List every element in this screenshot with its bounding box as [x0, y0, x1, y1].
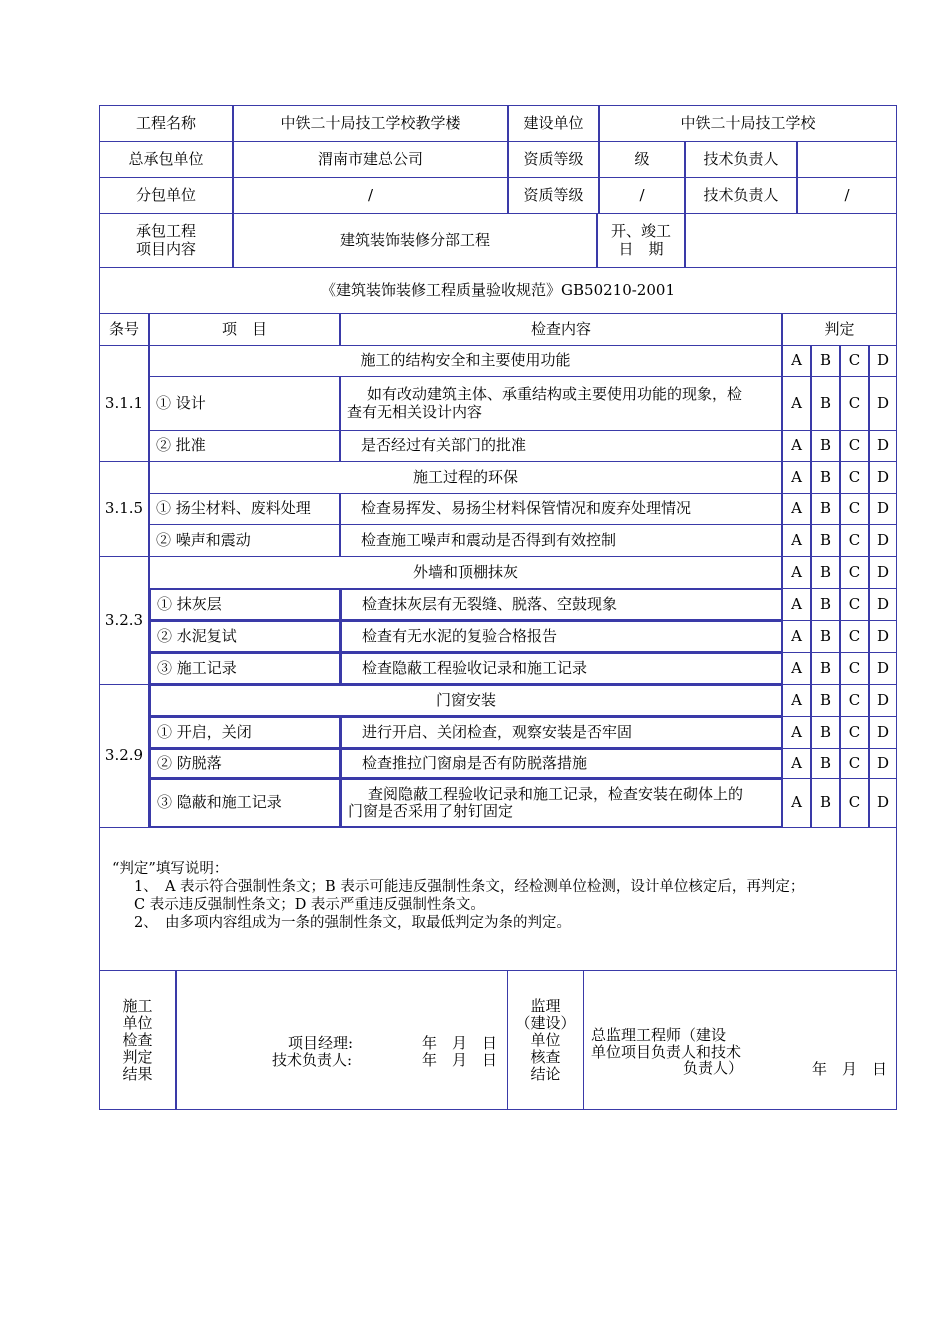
content-cell: 检查易挥发、易扬尘材料保管情况和废弃处理情况: [340, 493, 782, 525]
grade-a: A: [782, 524, 811, 557]
grade-a: A: [782, 748, 811, 779]
item-cell: ③ 施工记录: [149, 652, 341, 685]
grade-b: B: [811, 652, 840, 685]
content-cell: 检查隐蔽工程验收记录和施工记录: [340, 652, 783, 685]
grade-a: A: [782, 556, 811, 589]
item-cell: ① 设计: [149, 376, 340, 431]
construction-result-label: [99, 970, 176, 1110]
date-value: [685, 213, 897, 268]
supervisor-label-1: 监理: [530, 996, 561, 1015]
clause-cell: 3.2.3: [99, 556, 149, 685]
sub-value: /: [233, 177, 508, 214]
construction-label-4: 判定: [122, 1047, 153, 1066]
grade-b: B: [811, 556, 840, 589]
grade-d: D: [869, 620, 897, 653]
grade-d: D: [869, 716, 897, 749]
col-clause: 条号: [99, 313, 149, 346]
grade-b: B: [811, 376, 840, 431]
grade-c: C: [840, 376, 869, 431]
item-cell: ② 防脱落: [149, 748, 341, 779]
sub-tech-value: /: [797, 177, 897, 214]
grade-b: B: [811, 748, 840, 779]
grade-c: C: [840, 493, 869, 525]
date-label-line-2: 日 期: [618, 239, 664, 258]
content-line-2: 门窗是否采用了射钉固定: [348, 802, 514, 820]
grade-b: B: [811, 493, 840, 525]
chief-line-2: 单位项目负责人和技术: [591, 1043, 742, 1061]
chief-date: 年 月 日: [812, 1060, 888, 1078]
grade-c: C: [840, 748, 869, 779]
item-cell: ② 批准: [149, 430, 340, 462]
section-title: 外墙和顶棚抹灰: [149, 556, 782, 589]
grade-a: A: [782, 716, 811, 749]
grade-c: C: [840, 524, 869, 557]
grade-a: A: [782, 684, 811, 717]
sub-tech-label: 技术负责人: [685, 177, 797, 214]
grade-a: A: [782, 588, 811, 621]
construction-label-3: 检查: [122, 1030, 153, 1049]
col-item: 项 目: [149, 313, 340, 346]
gc-qual-label: 资质等级: [508, 141, 599, 178]
grade-d: D: [869, 588, 897, 621]
gc-label: 总承包单位: [99, 141, 233, 178]
grade-d: D: [869, 430, 897, 462]
grade-d: D: [869, 748, 897, 779]
grade-c: C: [840, 461, 869, 494]
grade-b: B: [811, 524, 840, 557]
grade-a: A: [782, 778, 811, 828]
notes-title: “判定”填写说明：: [112, 861, 229, 877]
grade-a: A: [782, 376, 811, 431]
sub-label: 分包单位: [99, 177, 233, 214]
content-line-1: 查阅隐蔽工程验收记录和施工记录，检查安装在砌体上的: [368, 784, 744, 803]
item-cell: ② 水泥复试: [149, 620, 341, 653]
tech-date: 年 月 日: [422, 1051, 498, 1069]
grade-b: B: [811, 620, 840, 653]
content-cell: 是否经过有关部门的批准: [340, 430, 782, 462]
grade-d: D: [869, 345, 897, 377]
grade-c: C: [840, 556, 869, 589]
grade-b: B: [811, 778, 840, 828]
grade-d: D: [869, 493, 897, 525]
gc-value: 渭南市建总公司: [233, 141, 508, 178]
grade-c: C: [840, 684, 869, 717]
item-cell: ① 开启，关闭: [149, 716, 341, 749]
grade-d: D: [869, 376, 897, 431]
supervisor-label-2: （建设）: [515, 1013, 576, 1032]
grade-b: B: [811, 345, 840, 377]
builder-label: 建设单位: [508, 105, 599, 142]
grade-c: C: [840, 652, 869, 685]
grade-c: C: [840, 345, 869, 377]
chief-line-1: 总监理工程师（建设: [591, 1026, 727, 1044]
content-cell: 检查施工噪声和震动是否得到有效控制: [340, 524, 782, 557]
grade-a: A: [782, 493, 811, 525]
content-line-1: 如有改动建筑主体、承重结构或主要使用功能的现象，检: [367, 385, 743, 404]
notes-line-2: C 表示违反强制性条文；D 表示严重违反强制性条文。: [134, 897, 485, 913]
pm-date: 年 月 日: [422, 1034, 498, 1052]
section-title: 门窗安装: [149, 684, 783, 717]
date-label-line-1: 开、竣工: [610, 222, 671, 241]
content-line-2: 查有无相关设计内容: [347, 402, 483, 421]
grade-c: C: [840, 778, 869, 828]
gc-tech-value: [797, 141, 897, 178]
grade-c: C: [840, 716, 869, 749]
content-cell: [340, 376, 782, 431]
gc-qual-value: 级: [599, 141, 685, 178]
grade-d: D: [869, 778, 897, 828]
grade-b: B: [811, 430, 840, 462]
pm-label: 项目经理:: [288, 1034, 354, 1052]
construction-label-5: 结果: [122, 1064, 153, 1083]
date-label: [597, 213, 685, 268]
grade-a: A: [782, 345, 811, 377]
project-name-value: 中铁二十局技工学校教学楼: [233, 105, 508, 142]
grade-b: B: [811, 461, 840, 494]
scope-label-line-1: 承包工程: [135, 222, 196, 241]
clause-cell: 3.1.5: [99, 461, 149, 557]
grade-b: B: [811, 684, 840, 717]
grade-d: D: [869, 461, 897, 494]
scope-value: 建筑装饰装修分部工程: [233, 213, 597, 268]
content-cell: 检查推拉门窗扇是否有防脱落措施: [340, 748, 783, 779]
content-cell: 检查抹灰层有无裂缝、脱落、空鼓现象: [340, 588, 783, 621]
item-cell: ② 噪声和震动: [149, 524, 340, 557]
supervisor-label-3: 单位: [530, 1030, 561, 1049]
section-title: 施工的结构安全和主要使用功能: [149, 345, 782, 377]
clause-cell: 3.1.1: [99, 345, 149, 462]
grade-c: C: [840, 430, 869, 462]
sub-qual-value: /: [599, 177, 685, 214]
grade-a: A: [782, 430, 811, 462]
col-judge: 判定: [782, 313, 897, 346]
grade-a: A: [782, 461, 811, 494]
scope-label-line-2: 项目内容: [135, 239, 196, 258]
grade-d: D: [869, 556, 897, 589]
standard-title: 《建筑装饰装修工程质量验收规范》GB50210-2001: [99, 267, 897, 314]
supervisor-label-5: 结论: [530, 1064, 561, 1083]
gc-tech-label: 技术负责人: [685, 141, 797, 178]
notes-line-3: 2、 由多项内容组成为一条的强制性条文，取最低判定为条的判定。: [134, 915, 571, 931]
grade-d: D: [869, 684, 897, 717]
tech-signature-label: 技术负责人:: [272, 1051, 353, 1069]
item-cell: ① 扬尘材料、废料处理: [149, 493, 340, 525]
project-name-label: 工程名称: [99, 105, 233, 142]
content-cell: [340, 778, 783, 828]
supervisor-label-4: 核查: [530, 1047, 561, 1066]
construction-label-1: 施工: [122, 996, 153, 1015]
col-content: 检查内容: [340, 313, 782, 346]
notes-block: [99, 827, 897, 971]
content-cell: 检查有无水泥的复验合格报告: [340, 620, 783, 653]
sub-qual-label: 资质等级: [508, 177, 599, 214]
section-title: 施工过程的环保: [149, 461, 782, 494]
scope-label: [99, 213, 233, 268]
grade-b: B: [811, 588, 840, 621]
supervisor-result-label: [507, 970, 584, 1110]
clause-cell: 3.2.9: [99, 684, 149, 828]
grade-d: D: [869, 524, 897, 557]
construction-label-2: 单位: [122, 1013, 153, 1032]
grade-b: B: [811, 716, 840, 749]
grade-d: D: [869, 652, 897, 685]
item-cell: ③ 隐蔽和施工记录: [149, 778, 341, 828]
grade-a: A: [782, 652, 811, 685]
item-cell: ① 抹灰层: [149, 588, 341, 621]
builder-value: 中铁二十局技工学校: [599, 105, 897, 142]
content-cell: 进行开启、关闭检查，观察安装是否牢固: [340, 716, 783, 749]
chief-line-3: 负责人）: [683, 1059, 744, 1077]
notes-line-1: 1、 A 表示符合强制性条文；B 表示可能违反强制性条文，经检测单位检测，设计单位核定后，再判定；: [134, 879, 805, 895]
grade-c: C: [840, 620, 869, 653]
grade-a: A: [782, 620, 811, 653]
grade-c: C: [840, 588, 869, 621]
